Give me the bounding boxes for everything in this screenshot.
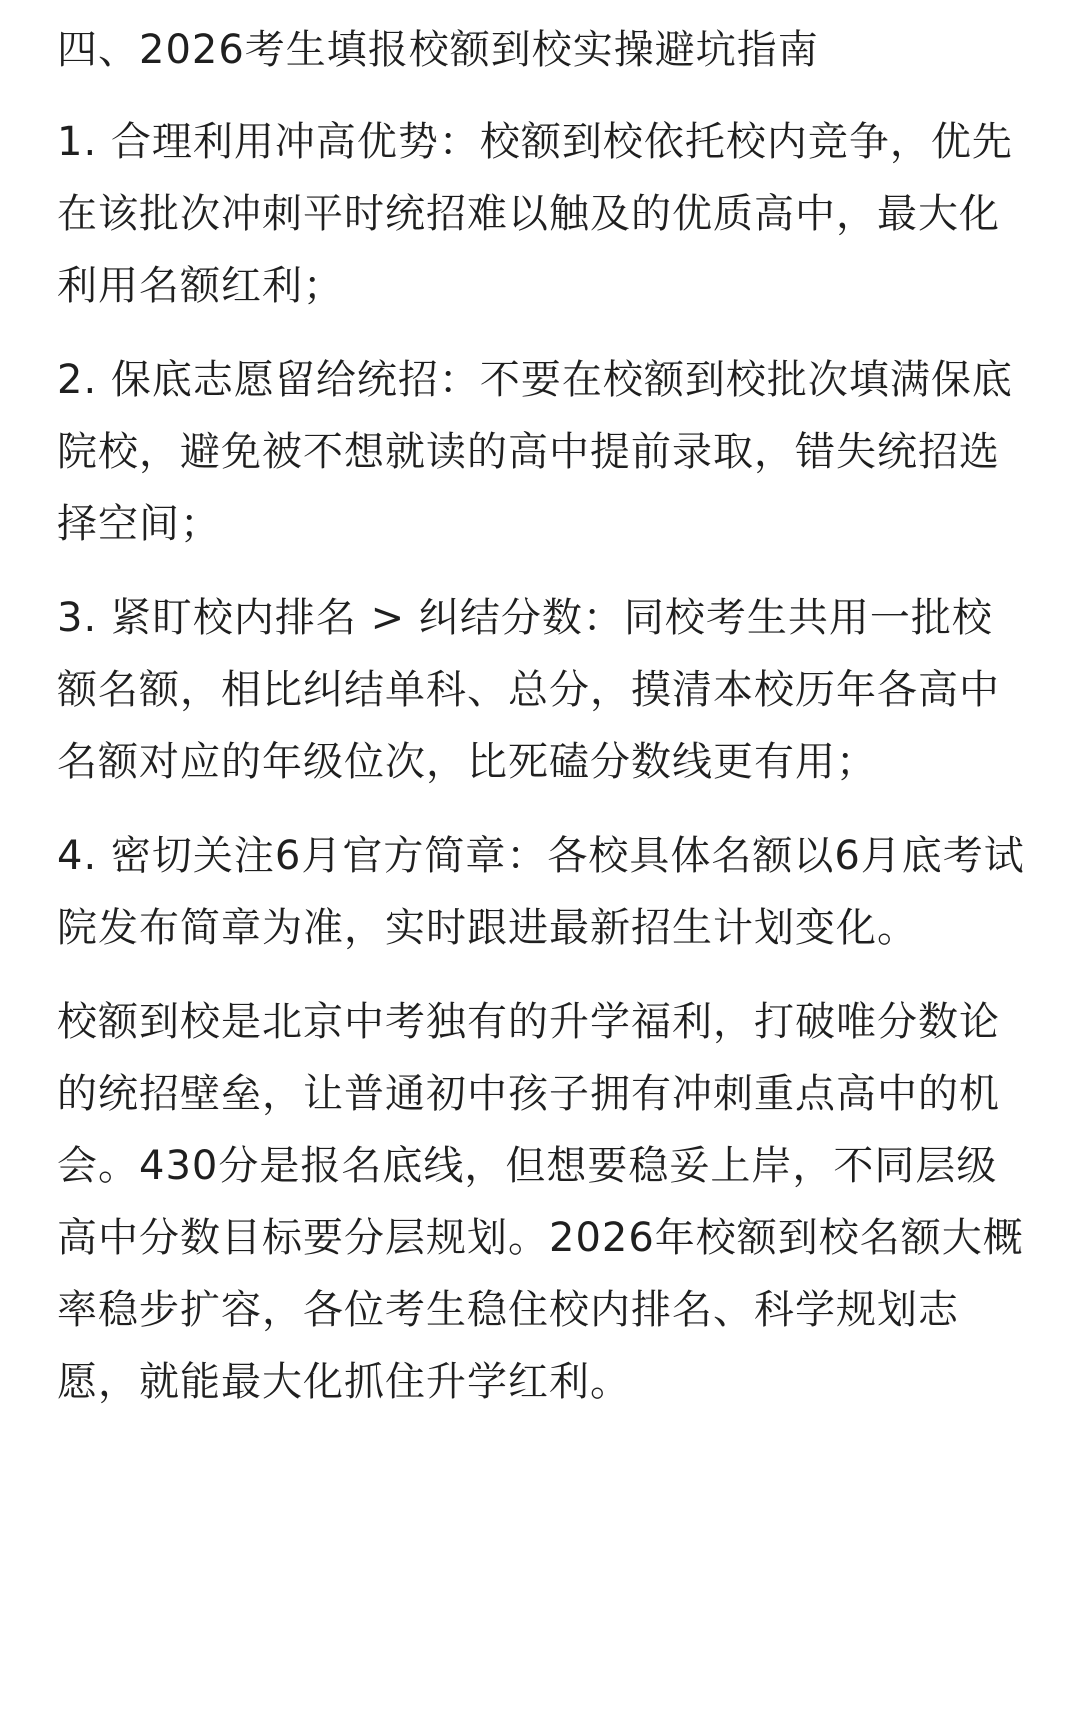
section-heading: 四、2026考生填报校额到校实操避坑指南	[57, 27, 819, 73]
guide-item-1: 1. 合理利用冲高优势：校额到校依托校内竞争，优先在该批次冲刺平时统招难以触及的优质高中，最大化利用名额红利；	[57, 119, 1013, 309]
conclusion-paragraph: 校额到校是北京中考独有的升学福利，打破唯分数论的统招壁垒，让普通初中孩子拥有冲刺重点高中的机会。430分是报名底线，但想要稳妥上岸，不同层级高中分数目标要分层规划。2026年校额到校名额大概率稳步扩容，各位考生稳住校内排名、科学规划志愿，就能最大化抓住升学红利。	[57, 999, 1024, 1405]
guide-item-4: 4. 密切关注6月官方简章：各校具体名额以6月底考试院发布简章为准，实时跟进最新招生计划变化。	[57, 833, 1025, 951]
guide-item-2: 2. 保底志愿留给统招：不要在校额到校批次填满保底院校，避免被不想就读的高中提前录取，错失统招选择空间；	[57, 357, 1013, 547]
guide-item-3: 3. 紧盯校内排名 > 纠结分数：同校考生共用一批校额名额，相比纠结单科、总分，摸清本校历年各高中名额对应的年级位次，比死磕分数线更有用；	[57, 595, 1000, 785]
article-body	[57, 14, 1027, 1440]
